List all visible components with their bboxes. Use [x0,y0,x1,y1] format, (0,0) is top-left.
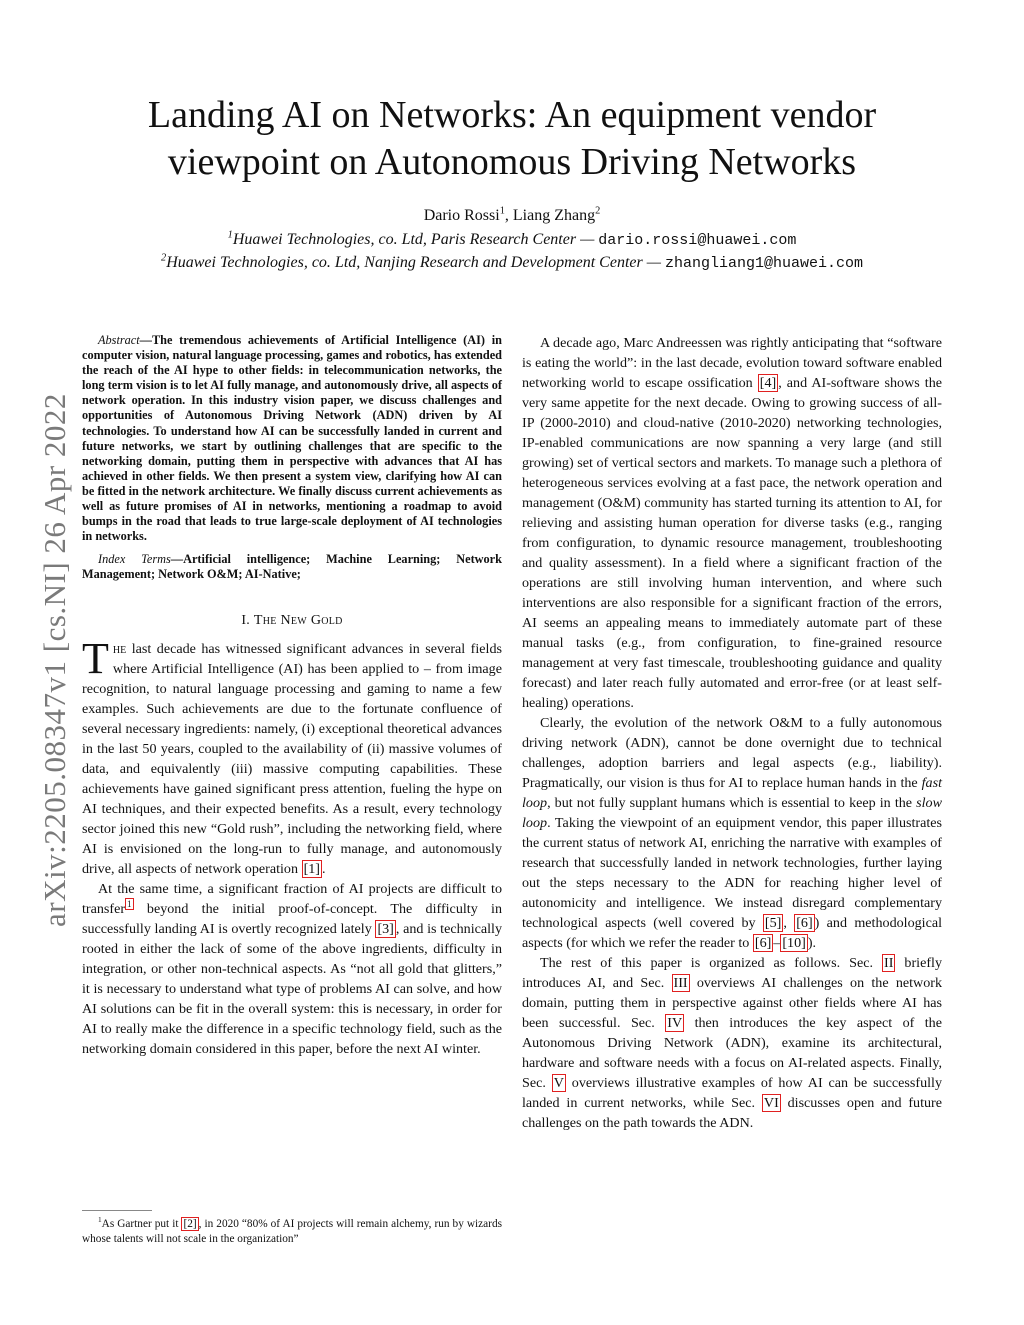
index-terms [82,552,502,582]
abstract [82,333,502,544]
paragraph-text: The rest of this paper is organized as follows. Sec. [540,955,883,971]
right-column [522,333,942,1133]
citation-link[interactable]: [6] [754,935,772,951]
abstract-label: Abstract [98,333,140,347]
citation-link[interactable]: [5] [764,915,782,931]
drop-cap: T [82,633,109,683]
paragraph-text: , but not fully supplant humans which is essential to keep in the [547,795,917,811]
paragraph-text: then introduces the key aspect of the Autonomous Driving Network (ADN), examine its architectural, hardware and software needs with a focus on AI-related aspects. Finally, Sec. [522,1015,942,1091]
section-link[interactable]: V [553,1075,564,1091]
author-2: Liang Zhang [512,207,596,224]
paragraph-text: overviews illustrative examples of how AI can be successfully landed in current networks, while Sec. [522,1075,942,1111]
index-terms-text: —Artificial intelligence; Machine Learning; Network Management; Network O&M; AI-Native; [82,552,502,582]
paragraph-text: Clearly, the evolution of the network O&M to a fully autonomous driving network (ADN), cannot be done overnight due to technical challenges, adoption barriers and legal aspects (e.g., liability). Pragmatically, our vision is thus for AI to replace human hands in the [522,715,942,791]
paragraph-text: , and AI-software shows the very same appetite for the next decade. Owing to growing success of all-IP (2000-2010) and cloud-native (2010-2020) networking technologies, IP-enabled communications are now spanning a very large (and still growing) set of vertical sectors and markets. To manage such a plethora of heterogeneous services evolving at a fast pace, the network operation and management (O&M) community has started turning its attention to AI, for relieving and assisting human operation for diverse tasks (e.g., ranging from configuration, to dynamic resource management, troubleshooting and quality assessment). In a field where a significant fraction of the operations are still involving human intervention, and where such interventions are also responsible for a significant fraction of the errors, AI seems an appealing means to immediately automate part of these manual tasks (e.g., from configuration, to fine-grained resource management at very fast timescale, troubleshooting guidance and quality forecast) and later reach fully automated and error-free (or at least self-healing) operations. [522,375,942,711]
affiliation-2 [0,254,1024,272]
affiliation-1-text: Huawei Technologies, co. Ltd, Paris Research Center — [232,231,599,248]
emphasis: fast loop [522,775,942,811]
section-link[interactable]: II [884,955,894,971]
author-list [0,207,1024,225]
lead-word: he [112,640,127,657]
title-line-2: viewpoint on Autonomous Driving Networks [167,141,857,183]
section-number: I. [241,612,254,628]
intro-paragraph-1-text: last decade has witnessed significant advances in several fields where Artificial Intelligence (AI) has been applied to – from image recognition, to natural language processing and gaming to name a few examples. Such achievements are due to the fortunate confluence of several necessary ingredients: namely, (i) exceptional theoretical advances in the last 50 years, coupled to the availability of (ii) massive volumes of data, and equivalently (iii) massive computing capabilities. These achievements have gained significant press attention, fueling the hype on AI techniques, and their expected benefits. As a result, every technology sector joined this new “Gold rush”, including the networking field, where AI is envisioned on the long-run to fully manage, and autonomously drive, all aspects of network operation [82,640,502,877]
index-terms-label: Index Terms [98,552,171,567]
author-1-affil-mark: 1 [499,205,505,217]
section-heading [82,613,502,629]
affiliation-1 [0,231,1024,249]
citation-link[interactable]: [2] [183,1218,197,1230]
title-line-1: Landing AI on Networks: An equipment vendor [147,94,877,136]
affiliation-2-email[interactable]: zhangliang1@huawei.com [664,255,863,272]
citation-link[interactable]: [1] [303,860,320,877]
citation-link[interactable]: [10] [782,935,806,951]
paragraph-text: At the same time, a significant fraction of AI projects are difficult to transfer [82,880,502,917]
citation-link[interactable]: [3] [377,920,394,937]
intro-paragraph-2 [82,879,502,1059]
affiliation-1-email[interactable]: dario.rossi@huawei.com [598,232,797,249]
paragraph-text: briefly introduces AI, and Sec. [522,955,942,991]
paragraph-text: A decade ago, Marc Andreessen was rightly anticipating that “software is eating the world”: in the last decade, evolution toward software enabled networking world to escape ossification [522,335,942,391]
footnote-link[interactable]: 1 [127,898,132,909]
paragraph-text: ). [807,935,817,951]
emphasis: slow loop [522,795,942,831]
affiliation-2-text: Huawei Technologies, co. Ltd, Nanjing Research and Development Center — [166,254,665,271]
footnote-text: , in 2020 “80% of AI projects will remain alchemy, run by wizards whose talents will not scale in the organization” [82,1218,502,1245]
paragraph-text: ) and methodological aspects (for which we refer the reader to [522,915,943,951]
paper-title [0,92,1024,186]
footnote-mark: 1 [98,1215,102,1225]
section-link[interactable]: VI [763,1095,779,1111]
right-paragraph-1 [522,333,942,713]
footnote [82,1217,502,1247]
section-link[interactable]: III [673,975,688,991]
right-paragraph-2 [522,713,942,953]
sentence-end: . [322,860,326,877]
footnote-text: As Gartner put it [101,1218,182,1230]
left-column [82,333,502,1059]
paragraph-text: beyond the initial proof-of-concept. The difficulty in successfully landing AI is overtly recognized lately [82,900,502,937]
intro-paragraph-1 [82,633,502,879]
paragraph-text: , and is technically rooted in either the lack of some of the above ingredients, difficulty in integration, or other non-technical aspects. As “not all gold that glitters,” it is necessary to understand what type of problems AI can solve, and how AI solutions can be fit in the overall system: this is necessary, in order for AI to really make the difference in a specific technology field, such as the networking domain considered in this paper, before the next AI winter. [82,920,502,1057]
paragraph-text: overviews AI challenges on the network domain, putting them in perspective against other fields where AI has been successful. Sec. [522,975,942,1031]
section-title: The New Gold [253,612,343,628]
separator: – [773,935,781,951]
arxiv-sidebar-stamp [37,370,72,950]
arxiv-id: arXiv:2205.08347v1 [cs.NI] 26 Apr 2022 [37,393,72,927]
separator: , [783,915,795,931]
paragraph-text: discusses open and future challenges on the path towards the ADN. [522,1095,942,1131]
citation-link[interactable]: [4] [759,375,777,391]
right-paragraph-3 [522,953,942,1133]
footnote-rule [82,1210,152,1211]
author-separator: , [504,207,513,224]
abstract-text: —The tremendous achievements of Artificial Intelligence (AI) in computer vision, natural language processing, games and robotics, has extended the reach of the AI hype to other fields: in telecommunication networks, the long term vision is to let AI fully manage, and autonomously drive, all aspects of network operation. In this industry vision paper, we discuss challenges and opportunities of Autonomous Driving Network (ADN) driven by AI technologies. To understand how AI can be successfully landed in current and future networks, we start by outlining challenges that are specific to the networking domain, putting them in perspective with advances that AI has achieved in other fields. We then present a system view, clarifying how AI can be fitted in the network architecture. We finally discuss current achievements as well as future promises of AI in networks, mentioning a roadmap to avoid bumps in the road that leads to true large-scale deployment of AI technologies in networks. [82,333,502,544]
affiliation-1-mark: 1 [227,229,233,241]
author-2-affil-mark: 2 [595,205,601,217]
author-1: Dario Rossi [423,207,500,224]
citation-link[interactable]: [6] [796,915,813,931]
paragraph-text: . Taking the viewpoint of an equipment vendor, this paper illustrates the current status of network AI, enriching the narrative with examples of research that successfully landed in network technologies, further laying out the steps necessary to the ADN for reaching higher level of autonomicity and intelligence. We instead disregard complementary technological aspects (well covered by [522,815,942,931]
section-link[interactable]: IV [667,1015,683,1031]
affiliation-2-mark: 2 [161,252,167,264]
